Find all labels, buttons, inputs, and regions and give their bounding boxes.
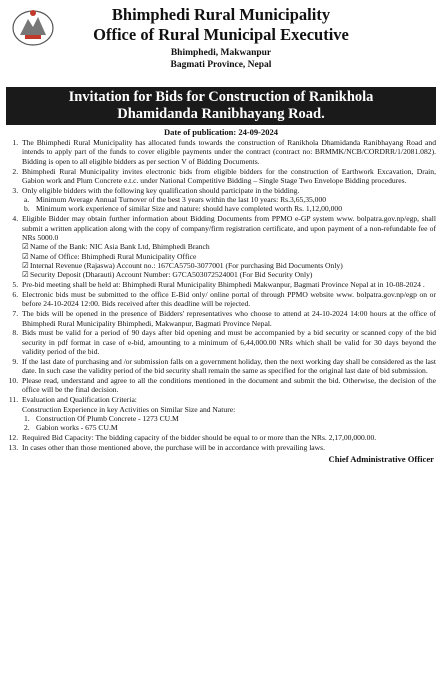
experience-item-1: 1. Construction Of Plumb Concrete - 1273 CU.M bbox=[24, 413, 179, 423]
letterhead bbox=[6, 5, 436, 85]
clause-10: 10. Please read, understand and agree to all the conditions mentioned in the document and submit the bid. Otherwise, the decision of the office will be the final decision. bbox=[20, 376, 436, 395]
clause-5: 5. Pre-bid meeting shall be held at: Bhimphedi Rural Municipality Bhimphedi Makwanpur, Bagmati Province Nepal at in 10-08-2024 . bbox=[20, 280, 436, 289]
notice-title-line2: Dhamidanda Ranibhayang Road. bbox=[117, 106, 325, 122]
office-address: Bhimphedi, Makwanpur bbox=[170, 48, 272, 58]
clause-11-intro: Construction Experience in key Activities on Similar Size and Nature: bbox=[22, 404, 236, 414]
notice-clauses bbox=[6, 138, 436, 452]
clause-6: 6. Electronic bids must be submitted to the office E-Bid only/ online portal of through PPMO website www. bolpatra.gov.np/egp on or before 24-10-2024 12:00. Bids received after this deadline will be rejected. bbox=[20, 290, 436, 309]
checkbox-icon: ☑ bbox=[22, 242, 29, 252]
clause-3 bbox=[20, 186, 436, 214]
clause-11 bbox=[20, 395, 436, 432]
office-name: Office of Rural Municipal Executive bbox=[93, 25, 349, 44]
notice-title-banner bbox=[6, 87, 436, 125]
publication-date: Date of publication: 24-09-2024 bbox=[163, 127, 279, 137]
checkbox-icon: ☑ bbox=[22, 260, 29, 270]
clause-1: 1. The Bhimphedi Rural Municipality has allocated funds towards the construction of Ranikhola Dhamidanda Ranibhayang Road and intends to apply part of the funds to cover eligible payments under the contract (contract no: BRMMK/NCB/CORDRR/1/2081.082). Bidding is open to all eligible bidders as per section V of Bidding Documents. bbox=[20, 138, 436, 166]
checkbox-icon: ☑ bbox=[22, 251, 29, 261]
clause-2: 2. Bhimphedi Rural Municipality invites electronic bids from eligible bidders for the construction of Earthwork Excavation, Drain, Gabion work and Plum Concrete e.t.c. under National Competitive Bidding – Single Stage Two Envelope Bidding procedures. bbox=[20, 167, 436, 186]
bank-details-list bbox=[22, 242, 436, 279]
government-emblem-icon bbox=[10, 7, 56, 47]
clause-9: 9. If the last date of purchasing and /or submission falls on a government holiday, then the next working day shall be considered as the last date. In such case the validity period of the bid security shall remain the same as specified for the original last date of bid submission. bbox=[20, 357, 436, 376]
experience-item-2: 2. Gabion works - 675 CU.M bbox=[24, 423, 118, 433]
experience-list bbox=[22, 414, 436, 433]
municipality-name: Bhimphedi Rural Municipality bbox=[111, 5, 331, 24]
clause-3-text: Only eligible bidders with the following key qualification should participate in the bidding. bbox=[22, 185, 300, 195]
notice-title-line1: Invitation for Bids for Construction of Ranikhola bbox=[68, 89, 374, 105]
revenue-account-item: ☑Internal Revenue (Rajaswa) Account no.: 167CA5750-3077001 (For purchasing Bid Documents Only) bbox=[22, 260, 343, 270]
qualification-b: b. Minimum work experience of similar Size and nature: should have completed worth Rs. 1,12,00,000 bbox=[24, 204, 343, 214]
clause-8: 8. Bids must be valid for a period of 90 days after bid opening and must be accompanied by a bid security or scanned copy of the bid security in pdf format in case of e-bid, amounting to a minimum of 6,44,000.00 NRs which shall be valid for 30 days beyond the validity period of the bid. bbox=[20, 328, 436, 356]
qualification-list bbox=[22, 195, 436, 214]
clause-11-title: 11. Evaluation and Qualification Criteria: bbox=[22, 395, 137, 405]
bank-name-item: ☑Name of the Bank: NIC Asia Bank Ltd, Bhimphedi Branch bbox=[22, 242, 210, 252]
checkbox-icon: ☑ bbox=[22, 270, 29, 280]
qualification-a: a. Minimum Average Annual Turnover of the best 3 years within the last 10 years: Rs.3,65,35,000 bbox=[24, 195, 327, 205]
clause-7: 7. The bids will be opened in the presence of Bidders' representatives who choose to attend at 24-10-2024 14:00 hours at the office of Bhimphedi Rural Municipality Bhimphedi, Makwanpur, Bagmati Province Nepal. bbox=[20, 309, 436, 328]
office-province: Bagmati Province, Nepal bbox=[170, 60, 272, 70]
clause-13: 13. In cases other than those mentioned above, the purchase will be in accordance with prevailing laws. bbox=[20, 443, 436, 452]
clause-12: 12. Required Bid Capacity: The bidding capacity of the bidder should be equal to or more than the NRs. 2,17,00,000.00. bbox=[20, 433, 436, 442]
security-account-item: ☑Security Deposit (Dharauti) Account Number: G7CA503072524001 (For Bid Security Only) bbox=[22, 270, 313, 280]
clause-4 bbox=[20, 214, 436, 279]
signature-title: Chief Administrative Officer bbox=[328, 454, 434, 465]
clause-4-text: Eligible Bidder may obtain further information about Bidding Documents from PPMO e-GP system www. bolpatra.gov.np/egp, shall submit a written application along with the copy of company/firm registration certificate, and upon payment of a non-refundable fee of NRs 5000.0 bbox=[22, 214, 436, 242]
office-name-item: ☑Name of Office: Bhimphedi Rural Municipality Office bbox=[22, 251, 197, 261]
